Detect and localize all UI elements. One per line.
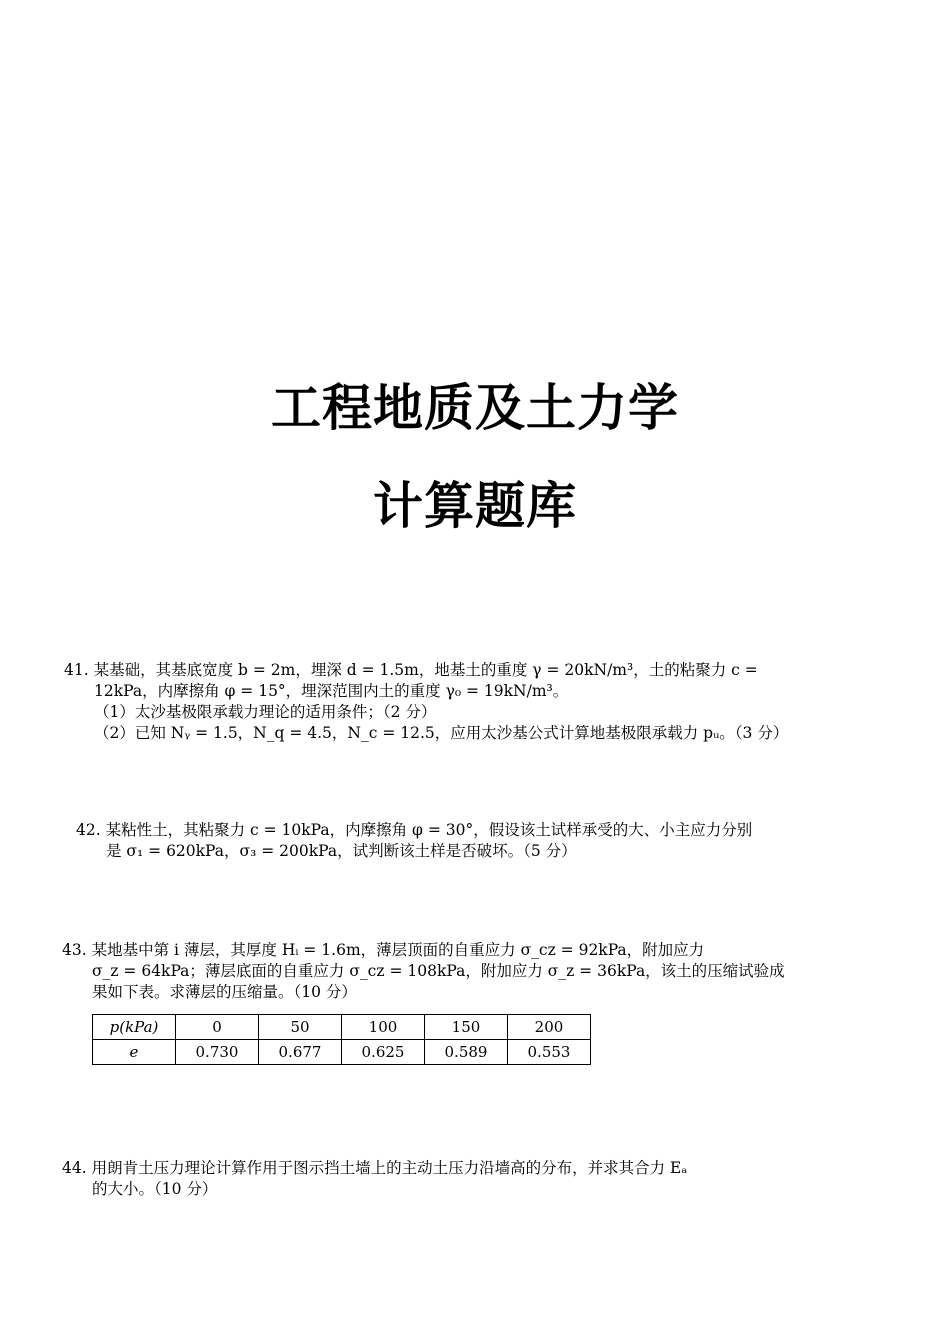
table-cell: 0	[176, 1015, 259, 1040]
q41-line3: （1）太沙基极限承载力理论的适用条件；（2 分）	[94, 703, 437, 721]
q41-line2: 12kPa，内摩擦角 φ = 15°，埋深范围内土的重度 γ₀ = 19kN/m³。	[94, 682, 569, 700]
q44-line2: 的大小。（10 分）	[92, 1180, 218, 1198]
table-cell: 0.553	[508, 1040, 591, 1065]
table-cell: 150	[425, 1015, 508, 1040]
table-cell: 0.730	[176, 1040, 259, 1065]
table-cell: 0.677	[259, 1040, 342, 1065]
q43-line3: 果如下表。求薄层的压缩量。（10 分）	[92, 983, 357, 1001]
compression-test-table	[92, 1014, 591, 1065]
q44-line1: 44. 用朗肯土压力理论计算作用于图示挡土墙上的主动土压力沿墙高的分布，并求其合力 Eₐ	[62, 1159, 688, 1177]
table-cell: 100	[342, 1015, 425, 1040]
question-44	[62, 1158, 687, 1200]
document-subtitle: 计算题库	[373, 477, 577, 535]
q43-line2: σ_z = 64kPa；薄层底面的自重应力 σ_cz = 108kPa，附加应力 σ_z = 36kPa，该土的压缩试验成	[92, 962, 785, 980]
q42-line1: 42. 某粘性土，其粘聚力 c = 10kPa，内摩擦角 φ = 30°，假设该土试样承受的大、小主应力分别	[76, 821, 753, 839]
table-row	[93, 1040, 591, 1065]
question-41	[64, 660, 788, 744]
table-header-cell: p(kPa)	[93, 1015, 176, 1040]
table-cell: 0.589	[425, 1040, 508, 1065]
q42-line2: 是 σ₁ = 620kPa，σ₃ = 200kPa，试判断该土样是否破坏。（5 分）	[106, 842, 577, 860]
table-header-cell: e	[93, 1040, 176, 1065]
table-cell: 200	[508, 1015, 591, 1040]
table-cell: 0.625	[342, 1040, 425, 1065]
question-42	[76, 820, 752, 862]
question-43	[62, 940, 785, 1003]
table-row	[93, 1015, 591, 1040]
q43-line1: 43. 某地基中第 i 薄层，其厚度 Hᵢ = 1.6m，薄层顶面的自重应力 σ_cz = 92kPa，附加应力	[62, 941, 705, 959]
q41-line1: 41. 某基础，其基底宽度 b = 2m，埋深 d = 1.5m，地基土的重度 γ = 20kN/m³，土的粘聚力 c =	[64, 661, 758, 679]
q41-line4: （2）已知 Nᵧ = 1.5，N_q = 4.5，N_c = 12.5，应用太沙基公式计算地基极限承载力 pᵤ。（3 分）	[94, 724, 789, 742]
document-title: 工程地质及土力学	[271, 379, 679, 437]
table-cell: 50	[259, 1015, 342, 1040]
